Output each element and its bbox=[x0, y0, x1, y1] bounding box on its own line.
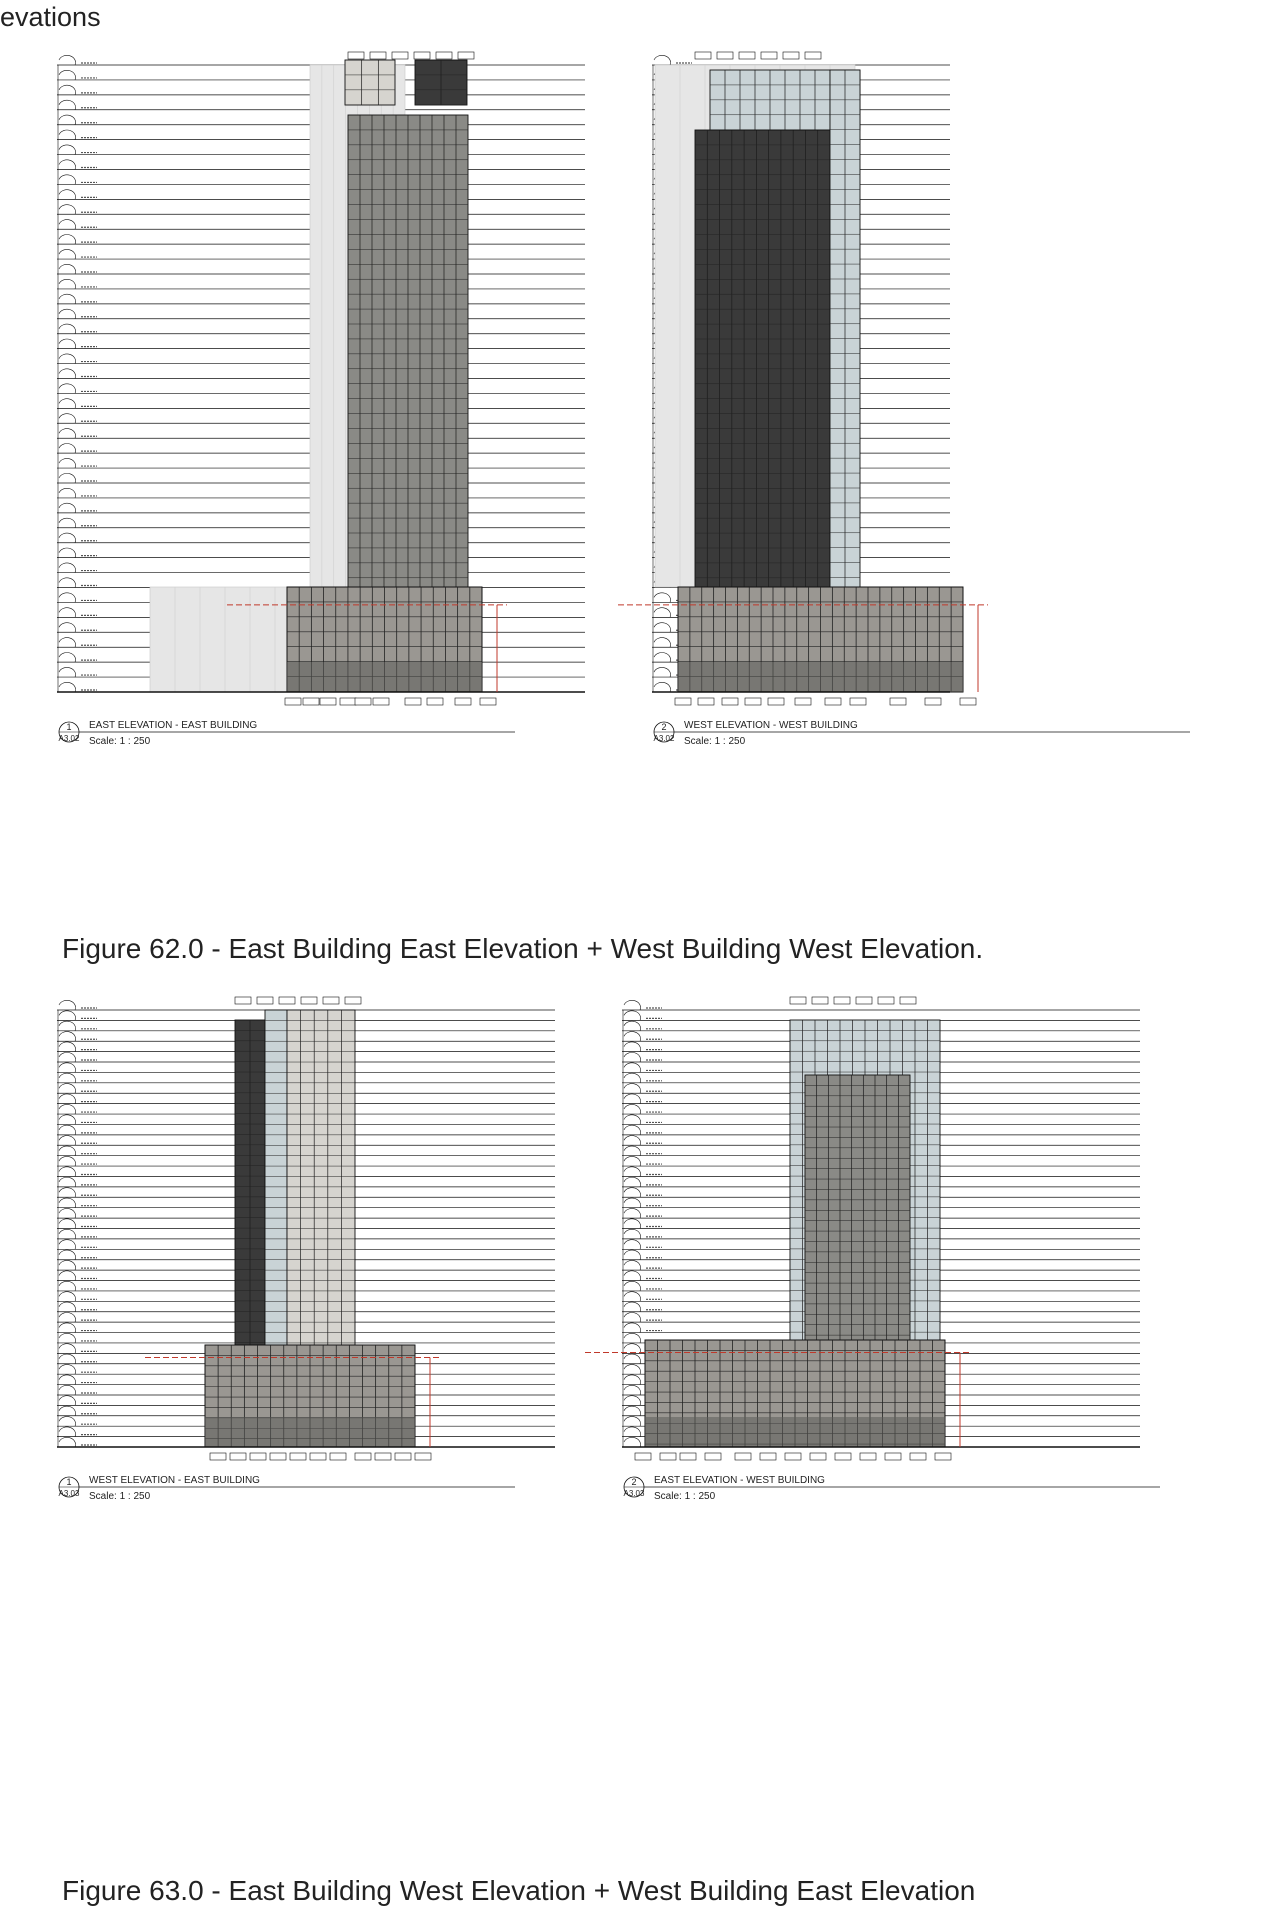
level-marker bbox=[59, 279, 76, 289]
level-marker bbox=[624, 1104, 641, 1114]
level-marker bbox=[59, 1417, 76, 1427]
level-marker bbox=[59, 1219, 76, 1229]
material-tag bbox=[695, 52, 711, 59]
material-tag bbox=[355, 698, 371, 705]
level-marker bbox=[59, 264, 76, 274]
level-marker bbox=[624, 1260, 641, 1270]
material-tag bbox=[768, 698, 784, 705]
level-marker bbox=[59, 533, 76, 543]
material-tag bbox=[860, 1453, 876, 1460]
material-tag bbox=[355, 1453, 371, 1460]
elevation-svg bbox=[620, 1005, 1188, 1860]
level-marker bbox=[59, 1260, 76, 1270]
level-marker bbox=[624, 1333, 641, 1343]
view-title: WEST ELEVATION - WEST BUILDING bbox=[684, 720, 858, 731]
level-marker bbox=[624, 1177, 641, 1187]
figure-62-caption: Figure 62.0 - East Building East Elevation + West Building West Elevation. bbox=[62, 933, 984, 964]
view-title-block bbox=[59, 720, 515, 747]
tower-volume bbox=[830, 70, 860, 590]
material-tag bbox=[370, 52, 386, 59]
view-sheet-ref: A3.02 bbox=[653, 734, 675, 743]
level-marker bbox=[59, 324, 76, 334]
level-marker bbox=[59, 1385, 76, 1395]
level-marker bbox=[624, 1292, 641, 1302]
level-marker bbox=[59, 623, 76, 633]
material-tag bbox=[395, 1453, 411, 1460]
level-marker bbox=[624, 1188, 641, 1198]
material-tag bbox=[405, 698, 421, 705]
material-tag bbox=[834, 997, 850, 1004]
level-marker bbox=[59, 115, 76, 125]
material-tag bbox=[279, 997, 295, 1004]
level-marker bbox=[654, 608, 671, 618]
elevation-svg bbox=[55, 60, 623, 915]
podium-base bbox=[205, 1417, 415, 1447]
elevation-svg bbox=[650, 60, 1218, 915]
material-tag bbox=[235, 997, 251, 1004]
level-marker bbox=[59, 653, 76, 663]
material-tag bbox=[427, 698, 443, 705]
view-title: EAST ELEVATION - WEST BUILDING bbox=[654, 1475, 825, 1486]
material-tag bbox=[680, 1453, 696, 1460]
level-marker bbox=[624, 1302, 641, 1312]
level-marker bbox=[624, 1385, 641, 1395]
level-marker bbox=[59, 1271, 76, 1281]
level-marker bbox=[59, 1156, 76, 1166]
material-tag bbox=[790, 997, 806, 1004]
level-marker bbox=[59, 1115, 76, 1125]
view-sheet-ref: A3.03 bbox=[623, 1489, 645, 1498]
material-tag bbox=[960, 698, 976, 705]
level-marker bbox=[59, 563, 76, 573]
elevation-svg bbox=[55, 1005, 623, 1860]
level-marker bbox=[59, 1427, 76, 1437]
level-marker bbox=[59, 100, 76, 110]
level-marker bbox=[59, 354, 76, 364]
level-marker bbox=[624, 1000, 641, 1010]
material-tag bbox=[375, 1453, 391, 1460]
view-scale: Scale: 1 : 250 bbox=[89, 1491, 151, 1502]
level-marker bbox=[624, 1365, 641, 1375]
material-tag bbox=[285, 698, 301, 705]
podium bbox=[205, 1345, 415, 1447]
material-tag bbox=[705, 1453, 721, 1460]
level-marker bbox=[59, 473, 76, 483]
tower-volume bbox=[345, 60, 395, 105]
level-marker bbox=[59, 1354, 76, 1364]
level-marker bbox=[624, 1344, 641, 1354]
level-marker bbox=[59, 85, 76, 95]
level-marker bbox=[624, 1125, 641, 1135]
level-marker bbox=[59, 309, 76, 319]
level-marker bbox=[624, 1281, 641, 1291]
level-marker bbox=[654, 55, 671, 65]
level-marker bbox=[59, 1052, 76, 1062]
level-marker bbox=[624, 1073, 641, 1083]
level-marker bbox=[59, 205, 76, 215]
level-marker bbox=[624, 1427, 641, 1437]
material-tag bbox=[900, 997, 916, 1004]
material-tag bbox=[323, 997, 339, 1004]
level-marker bbox=[624, 1136, 641, 1146]
tower-volume bbox=[415, 60, 467, 105]
level-marker bbox=[624, 1313, 641, 1323]
level-marker bbox=[59, 160, 76, 170]
material-tag bbox=[436, 52, 452, 59]
top-material-tags bbox=[790, 997, 916, 1004]
level-marker bbox=[59, 1292, 76, 1302]
level-marker bbox=[624, 1084, 641, 1094]
view-number: 2 bbox=[631, 1477, 637, 1487]
level-marker bbox=[59, 1042, 76, 1052]
level-marker bbox=[624, 1354, 641, 1364]
level-marker bbox=[59, 593, 76, 603]
material-tag bbox=[935, 1453, 951, 1460]
level-marker bbox=[59, 384, 76, 394]
view-sheet-ref: A3.02 bbox=[58, 734, 80, 743]
level-marker bbox=[59, 175, 76, 185]
level-marker bbox=[624, 1146, 641, 1156]
level-marker bbox=[59, 1021, 76, 1031]
tower-facade bbox=[287, 1010, 355, 1347]
material-tag bbox=[722, 698, 738, 705]
level-marker bbox=[59, 1344, 76, 1354]
podium-base bbox=[287, 662, 482, 692]
level-marker bbox=[624, 1115, 641, 1125]
level-marker bbox=[59, 1208, 76, 1218]
level-marker bbox=[59, 1000, 76, 1010]
level-marker bbox=[59, 145, 76, 155]
material-tag bbox=[392, 52, 408, 59]
tower-volume bbox=[287, 1010, 355, 1347]
level-marker bbox=[59, 369, 76, 379]
level-marker bbox=[59, 70, 76, 80]
material-tag bbox=[480, 698, 496, 705]
material-tag bbox=[345, 997, 361, 1004]
material-tag bbox=[415, 1453, 431, 1460]
elevation-drawing-east-building-east bbox=[55, 60, 623, 915]
material-tag bbox=[340, 698, 356, 705]
level-marker bbox=[624, 1167, 641, 1177]
view-title-block bbox=[624, 1475, 1160, 1502]
level-marker bbox=[59, 1365, 76, 1375]
material-tag bbox=[735, 1453, 751, 1460]
top-material-tags bbox=[348, 52, 474, 59]
podium-base bbox=[645, 1417, 945, 1447]
material-tag bbox=[348, 52, 364, 59]
material-tags bbox=[635, 1453, 951, 1460]
material-tag bbox=[812, 997, 828, 1004]
material-tag bbox=[810, 1453, 826, 1460]
tower-facade bbox=[345, 60, 395, 105]
level-marker bbox=[59, 1437, 76, 1447]
level-marker bbox=[59, 235, 76, 245]
material-tag bbox=[257, 997, 273, 1004]
level-marker bbox=[59, 1167, 76, 1177]
material-tag bbox=[301, 997, 317, 1004]
level-marker bbox=[59, 429, 76, 439]
level-marker bbox=[59, 1177, 76, 1187]
level-marker bbox=[59, 1104, 76, 1114]
level-marker bbox=[624, 1021, 641, 1031]
level-marker bbox=[59, 1375, 76, 1385]
level-marker bbox=[624, 1417, 641, 1427]
elevation-drawing-east-building-west bbox=[55, 1005, 623, 1860]
level-marker bbox=[654, 653, 671, 663]
elevation-drawing-west-building-west bbox=[650, 60, 1218, 915]
level-marker bbox=[59, 1094, 76, 1104]
material-tags bbox=[210, 1453, 431, 1460]
material-tag bbox=[717, 52, 733, 59]
view-number: 2 bbox=[661, 722, 667, 732]
view-scale: Scale: 1 : 250 bbox=[89, 736, 151, 747]
level-marker bbox=[59, 1073, 76, 1083]
level-marker bbox=[59, 414, 76, 424]
level-marker bbox=[59, 1032, 76, 1042]
level-marker bbox=[624, 1219, 641, 1229]
level-marker bbox=[59, 399, 76, 409]
level-marker bbox=[59, 608, 76, 618]
material-tag bbox=[455, 698, 471, 705]
level-marker bbox=[59, 1323, 76, 1333]
level-marker bbox=[59, 1198, 76, 1208]
page-heading: evations bbox=[0, 2, 101, 32]
level-marker bbox=[59, 1063, 76, 1073]
level-marker bbox=[59, 294, 76, 304]
material-tag bbox=[761, 52, 777, 59]
level-marker bbox=[59, 1125, 76, 1135]
level-marker bbox=[59, 518, 76, 528]
material-tag bbox=[783, 52, 799, 59]
podium bbox=[678, 587, 963, 692]
level-marker bbox=[624, 1198, 641, 1208]
level-marker bbox=[624, 1094, 641, 1104]
material-tag bbox=[745, 698, 761, 705]
level-marker bbox=[59, 130, 76, 140]
tower-facade bbox=[805, 1075, 910, 1345]
tower-facade bbox=[695, 130, 830, 590]
level-marker bbox=[624, 1156, 641, 1166]
view-number: 1 bbox=[66, 1477, 72, 1487]
material-tag bbox=[885, 1453, 901, 1460]
level-marker bbox=[59, 578, 76, 588]
material-tag bbox=[850, 698, 866, 705]
level-marker bbox=[624, 1250, 641, 1260]
material-tag bbox=[373, 698, 389, 705]
material-tag bbox=[210, 1453, 226, 1460]
level-marker bbox=[59, 488, 76, 498]
material-tag bbox=[635, 1453, 651, 1460]
podium bbox=[287, 587, 482, 692]
level-marker bbox=[624, 1406, 641, 1416]
level-marker bbox=[59, 458, 76, 468]
level-marker bbox=[654, 682, 671, 692]
level-marker bbox=[654, 638, 671, 648]
elevation-drawing-west-building-east bbox=[620, 1005, 1188, 1860]
material-tag bbox=[660, 1453, 676, 1460]
material-tag bbox=[835, 1453, 851, 1460]
material-tag bbox=[303, 698, 319, 705]
figure-63-caption: Figure 63.0 - East Building West Elevation + West Building East Elevation bbox=[62, 1875, 976, 1906]
material-tag bbox=[910, 1453, 926, 1460]
level-marker bbox=[59, 55, 76, 65]
level-marker bbox=[59, 1281, 76, 1291]
level-marker bbox=[624, 1042, 641, 1052]
material-tag bbox=[878, 997, 894, 1004]
level-marker bbox=[654, 623, 671, 633]
material-tag bbox=[698, 698, 714, 705]
level-marker bbox=[59, 638, 76, 648]
level-marker bbox=[624, 1052, 641, 1062]
tower-volume bbox=[695, 130, 830, 590]
level-marker bbox=[59, 682, 76, 692]
level-marker bbox=[59, 1146, 76, 1156]
material-tags bbox=[675, 698, 976, 705]
level-marker bbox=[59, 220, 76, 230]
level-marker bbox=[654, 593, 671, 603]
level-marker bbox=[59, 1250, 76, 1260]
view-title: EAST ELEVATION - EAST BUILDING bbox=[89, 720, 258, 731]
view-title-block bbox=[59, 1475, 515, 1502]
material-tag bbox=[320, 698, 336, 705]
level-marker bbox=[59, 667, 76, 677]
top-material-tags bbox=[235, 997, 361, 1004]
level-marker bbox=[59, 1136, 76, 1146]
level-marker bbox=[624, 1437, 641, 1447]
level-marker bbox=[624, 1271, 641, 1281]
material-tag bbox=[310, 1453, 326, 1460]
material-tag bbox=[856, 997, 872, 1004]
level-marker bbox=[624, 1063, 641, 1073]
level-marker bbox=[59, 548, 76, 558]
level-marker bbox=[624, 1011, 641, 1021]
material-tag bbox=[805, 52, 821, 59]
tower-volume bbox=[265, 1010, 287, 1347]
level-marker bbox=[624, 1396, 641, 1406]
material-tag bbox=[290, 1453, 306, 1460]
level-marker bbox=[59, 1406, 76, 1416]
level-marker bbox=[59, 339, 76, 349]
view-number: 1 bbox=[66, 722, 72, 732]
tower-volume bbox=[805, 1075, 910, 1345]
level-marker bbox=[59, 1240, 76, 1250]
view-scale: Scale: 1 : 250 bbox=[684, 736, 746, 747]
level-marker bbox=[59, 1396, 76, 1406]
material-tag bbox=[890, 698, 906, 705]
level-marker bbox=[624, 1375, 641, 1385]
material-tag bbox=[739, 52, 755, 59]
view-title: WEST ELEVATION - EAST BUILDING bbox=[89, 1475, 260, 1486]
level-marker bbox=[624, 1323, 641, 1333]
level-marker bbox=[59, 503, 76, 513]
level-marker bbox=[624, 1240, 641, 1250]
level-marker bbox=[59, 190, 76, 200]
top-material-tags bbox=[695, 52, 821, 59]
material-tag bbox=[795, 698, 811, 705]
level-marker bbox=[624, 1229, 641, 1239]
material-tag bbox=[330, 1453, 346, 1460]
view-title-block bbox=[654, 720, 1190, 747]
material-tag bbox=[250, 1453, 266, 1460]
level-marker bbox=[59, 1084, 76, 1094]
material-tag bbox=[458, 52, 474, 59]
material-tag bbox=[785, 1453, 801, 1460]
view-sheet-ref: A3.03 bbox=[58, 1489, 80, 1498]
view-scale: Scale: 1 : 250 bbox=[654, 1491, 716, 1502]
tower-volume bbox=[348, 115, 468, 590]
podium-base bbox=[678, 662, 963, 692]
material-tag bbox=[270, 1453, 286, 1460]
material-tags bbox=[285, 698, 496, 705]
level-marker bbox=[654, 667, 671, 677]
level-marker bbox=[59, 444, 76, 454]
tower-volume bbox=[235, 1020, 265, 1347]
level-marker bbox=[59, 1313, 76, 1323]
material-tag bbox=[825, 698, 841, 705]
material-tag bbox=[675, 698, 691, 705]
tower-facade bbox=[265, 1010, 287, 1347]
material-tag bbox=[925, 698, 941, 705]
level-marker bbox=[59, 1333, 76, 1343]
level-marker bbox=[59, 1229, 76, 1239]
material-tag bbox=[230, 1453, 246, 1460]
level-marker bbox=[59, 1302, 76, 1312]
level-marker bbox=[59, 1011, 76, 1021]
level-marker bbox=[624, 1208, 641, 1218]
podium bbox=[645, 1340, 945, 1447]
level-marker bbox=[59, 1188, 76, 1198]
material-tag bbox=[760, 1453, 776, 1460]
level-marker bbox=[59, 249, 76, 259]
level-marker bbox=[624, 1032, 641, 1042]
material-tag bbox=[414, 52, 430, 59]
